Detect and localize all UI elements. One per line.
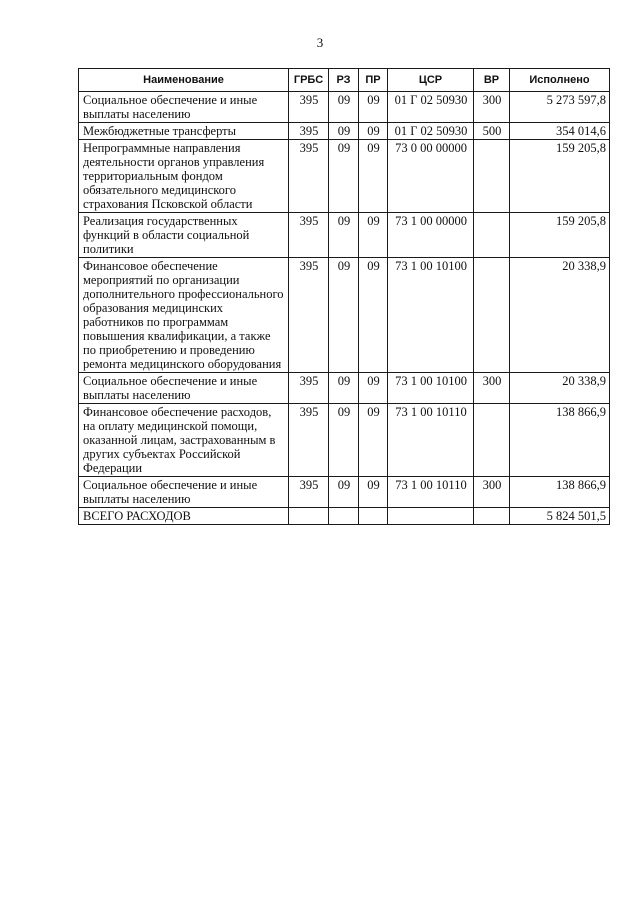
cell-executed: 159 205,8	[510, 213, 610, 258]
cell-rz: 09	[329, 404, 359, 477]
cell-executed: 5 824 501,5	[510, 508, 610, 525]
cell-grbs: 395	[289, 140, 329, 213]
cell-grbs: 395	[289, 373, 329, 404]
cell-csr: 73 0 00 00000	[388, 140, 474, 213]
cell-rz: 09	[329, 258, 359, 373]
cell-csr	[388, 508, 474, 525]
cell-csr: 73 1 00 10100	[388, 258, 474, 373]
cell-grbs: 395	[289, 404, 329, 477]
cell-grbs: 395	[289, 92, 329, 123]
cell-vr	[474, 404, 510, 477]
header-csr: ЦСР	[388, 69, 474, 92]
cell-executed: 159 205,8	[510, 140, 610, 213]
cell-pr: 09	[359, 258, 388, 373]
cell-rz: 09	[329, 373, 359, 404]
cell-csr: 73 1 00 10100	[388, 373, 474, 404]
cell-pr: 09	[359, 140, 388, 213]
cell-executed: 20 338,9	[510, 258, 610, 373]
cell-name: Непрограммные направления деятельности органов управления территориальным фондом обязательного медицинского страхования Псковской области	[79, 140, 289, 213]
cell-executed: 138 866,9	[510, 404, 610, 477]
cell-csr: 73 1 00 10110	[388, 404, 474, 477]
cell-vr	[474, 140, 510, 213]
table-row	[79, 404, 610, 477]
cell-name: Социальное обеспечение и иные выплаты населению	[79, 477, 289, 508]
cell-pr: 09	[359, 92, 388, 123]
table-row	[79, 140, 610, 213]
cell-executed: 354 014,6	[510, 123, 610, 140]
cell-vr: 500	[474, 123, 510, 140]
cell-vr: 300	[474, 373, 510, 404]
total-row	[79, 508, 610, 525]
cell-rz: 09	[329, 92, 359, 123]
cell-rz	[329, 508, 359, 525]
cell-rz: 09	[329, 213, 359, 258]
cell-vr	[474, 258, 510, 373]
cell-name: Финансовое обеспечение мероприятий по организации дополнительного профессионального образования медицинских работников по программам повышения квалификации, а также по приобретению и проведению ремонта медицинского оборудования	[79, 258, 289, 373]
cell-vr	[474, 508, 510, 525]
cell-rz: 09	[329, 140, 359, 213]
page-number: 3	[316, 35, 324, 50]
cell-csr: 01 Г 02 50930	[388, 92, 474, 123]
table-header-row	[79, 69, 610, 92]
cell-name: Социальное обеспечение и иные выплаты населению	[79, 92, 289, 123]
cell-pr: 09	[359, 477, 388, 508]
cell-name: Межбюджетные трансферты	[79, 123, 289, 140]
table-row	[79, 123, 610, 140]
cell-name: Финансовое обеспечение расходов, на оплату медицинской помощи, оказанной лицам, застрахованным в других субъектах Российской Федерации	[79, 404, 289, 477]
table-row	[79, 373, 610, 404]
cell-vr: 300	[474, 477, 510, 508]
header-grbs: ГРБС	[289, 69, 329, 92]
cell-grbs	[289, 508, 329, 525]
cell-csr: 73 1 00 00000	[388, 213, 474, 258]
cell-rz: 09	[329, 477, 359, 508]
cell-executed: 5 273 597,8	[510, 92, 610, 123]
table-row	[79, 213, 610, 258]
cell-grbs: 395	[289, 213, 329, 258]
cell-pr	[359, 508, 388, 525]
cell-csr: 73 1 00 10110	[388, 477, 474, 508]
cell-name: Реализация государственных функций в области социальной политики	[79, 213, 289, 258]
table-row	[79, 477, 610, 508]
cell-rz: 09	[329, 123, 359, 140]
cell-vr	[474, 213, 510, 258]
cell-grbs: 395	[289, 477, 329, 508]
cell-name: Социальное обеспечение и иные выплаты населению	[79, 373, 289, 404]
header-vr: ВР	[474, 69, 510, 92]
cell-grbs: 395	[289, 258, 329, 373]
cell-pr: 09	[359, 123, 388, 140]
header-pr: ПР	[359, 69, 388, 92]
cell-executed: 20 338,9	[510, 373, 610, 404]
cell-name: ВСЕГО РАСХОДОВ	[79, 508, 289, 525]
cell-grbs: 395	[289, 123, 329, 140]
expenditure-table	[78, 68, 610, 525]
cell-pr: 09	[359, 373, 388, 404]
header-executed: Исполнено	[510, 69, 610, 92]
header-name: Наименование	[79, 69, 289, 92]
table-row	[79, 92, 610, 123]
cell-vr: 300	[474, 92, 510, 123]
cell-pr: 09	[359, 404, 388, 477]
cell-executed: 138 866,9	[510, 477, 610, 508]
cell-csr: 01 Г 02 50930	[388, 123, 474, 140]
header-rz: РЗ	[329, 69, 359, 92]
table-row	[79, 258, 610, 373]
cell-pr: 09	[359, 213, 388, 258]
